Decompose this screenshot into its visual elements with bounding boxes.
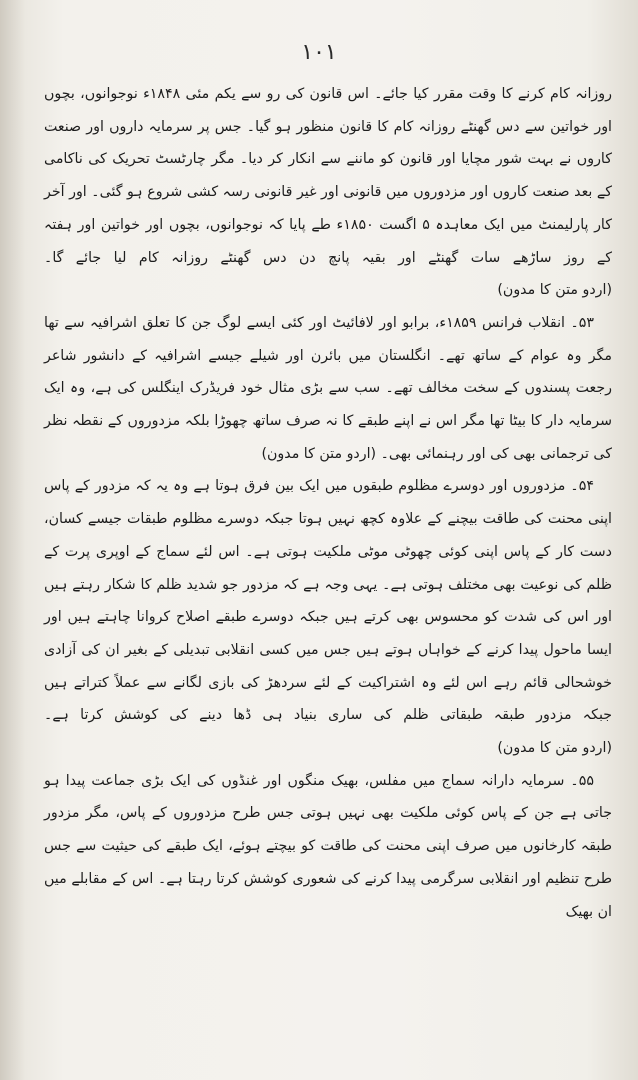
- page-number: ۱۰۱: [301, 40, 337, 65]
- paragraph-text: روزانہ کام کرنے کا وقت مقرر کیا جائے۔ اس قانون کی رو سے یکم مئی ۱۸۴۸ء نوجوانوں، بچوں اور خواتین سے دس گھنٹے روزانہ کام کا قانون منظور ہو گیا۔ جس پر سرمایہ داروں اور صنعت کاروں نے بہت شور مچایا اور قانون کو ماننے سے انکار کر دیا۔ مگر چارٹسٹ تحریک کی ناکامی کے بعد صنعت کاروں اور مزدوروں میں قانونی اور غیر قانونی رسہ کشی شروع ہو گئی۔ اور آخر کار پارلیمنٹ میں ایک معاہدہ ۵ اگست ۱۸۵۰ء طے پایا کہ نوجوانوں، بچوں اور خواتین اور ہفتہ کے روز ساڑھے سات گھنٹے اور بقیہ پانچ دن دس گھنٹے روزانہ کام لیا جائے گا۔: [44, 86, 612, 266]
- paragraph-52-continued: [44, 78, 612, 307]
- paragraph-text: ۵۳۔ انقلاب فرانس ۱۸۵۹ء، برابو اور لافائیٹ اور کئی ایسے لوگ جن کا تعلق اشرافیہ سے تھا مگر وہ عوام کے ساتھ تھے۔ انگلستان میں بائرن اور شیلے جیسے اشرافیہ کے دانشور شاعر رجعت پسندوں کے سخت مخالف تھے۔ سب سے بڑی مثال خود فریڈرک اینگلس کی ہے، وہ ایک سرمایہ دار کا بیٹا تھا مگر اس نے اپنے طبقے کا نہ صرف ساتھ چھوڑا بلکہ مزدوروں کے نقطہ نظر کی ترجمانی بھی کی اور رہنمائی بھی۔: [44, 314, 612, 462]
- page-body: [44, 78, 612, 928]
- paragraph-text: ۵۴۔ مزدوروں اور دوسرے مظلوم طبقوں میں ایک بین فرق ہوتا ہے وہ یہ کہ مزدور کے پاس اپنی محنت کی طاقت بیچنے کے علاوہ کچھ نہیں ہوتا جبکہ دوسرے مظلوم طبقات جیسے کسان، دست کار کے پاس اپنی کوئی چھوٹی موٹی ملکیت ہوتی ہے۔ اس لئے سماج کے اوپری پرت کے ظلم کی نوعیت بھی مختلف ہوتی ہے۔ یہی وجہ ہے کہ مزدور جو شدید ظلم کا شکار رہتے ہیں اور اس کی شدت کو محسوس بھی کرتے ہیں جبکہ دوسرے طبقے اصلاح کروانا چاہتے ہیں اور ایسا ماحول پیدا کرنے کے خواہاں ہوتے ہیں جس میں کسی انقلابی تبدیلی کے بغیر ان کی آزادی خوشحالی قائم رہے اس لئے وہ اشتراکیت کے لئے سردھڑ کی بازی لگانے سے عملاً کتراتے ہیں جبکہ مزدور طبقہ طبقاتی ظلم کی ساری بنیاد ہی ڈھا دینے کی کوشش کرتا ہے۔: [44, 478, 612, 724]
- source-note: (اردو متن کا مدون): [497, 282, 612, 299]
- source-note: (اردو متن کا مدون): [497, 740, 612, 757]
- paragraph-53: [44, 307, 612, 471]
- paragraph-text: ۵۵۔ سرمایہ دارانہ سماج میں مفلس، بھیک منگوں اور غنڈوں کی ایک بڑی جماعت پیدا ہو جاتی ہے جن کے پاس کوئی ملکیت بھی نہیں ہوتی جس طرح مزدوروں کے پاس، مگر مزدور طبقہ کارخانوں میں صرف اپنی محنت کی طاقت کو بیچتے ہوئے، ایک طبقے کی حیثیت سے جس طرح تنظیم اور انقلابی سرگرمی پیدا کرنے کی شعوری کوشش کرتا رہتا ہے۔ اس کے مقابلے میں ان بھیک: [44, 772, 612, 920]
- source-note: (اردو متن کا مدون): [261, 445, 377, 462]
- paragraph-55: [44, 765, 612, 929]
- paragraph-54: [44, 470, 612, 764]
